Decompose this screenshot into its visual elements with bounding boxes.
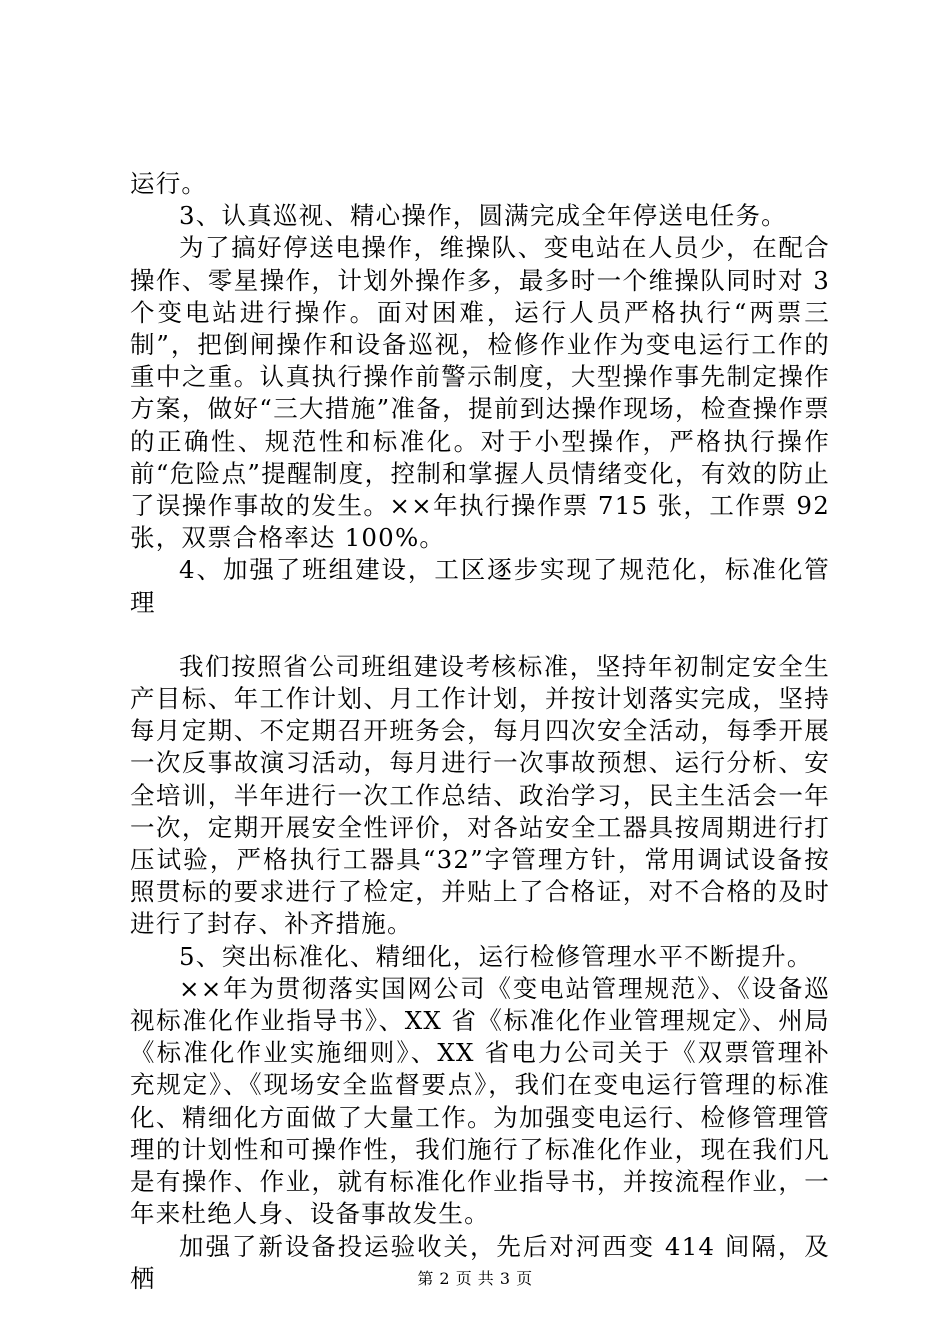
paragraph-standardization: ××年为贯彻落实国网公司《变电站管理规范》、《设备巡视标准化作业指导书》、XX 省《标准化作业管理规定》、州局《标准化作业实施细则》、XX 省电力公司关于《双票管理补充规定》、《现场安全监督要点》，我们在变电运行管理的标准化、精细化方面做了大量工作。为加强变电运行、检修管理管理的计划性和可操作性，我们施行了标准化作业，现在我们凡是有操作、作业，就有标准化作业指导书，并按流程作业，一年来杜绝人身、设备事故发生。 bbox=[130, 973, 830, 1229]
document-body bbox=[130, 168, 830, 1295]
paragraph-operations: 为了搞好停送电操作，维操队、变电站在人员少，在配合操作、零星操作，计划外操作多，最多时一个维操队同时对 3 个变电站进行操作。面对困难，运行人员严格执行“两票三制”，把倒闸操作和设备巡视，检修作业作为变电运行工作的重中之重。认真执行操作前警示制度，大型操作事先制定操作方案，做好“三大措施”准备，提前到达操作现场，检查操作票的正确性、规范性和标准化。对于小型操作，严格执行操作前“危险点”提醒制度，控制和掌握人员情绪变化，有效的防止了误操作事故的发生。××年执行操作票 715 张，工作票 92 张，双票合格率达 100%。 bbox=[130, 233, 830, 553]
section-heading-4: 4、加强了班组建设，工区逐步实现了规范化，标准化管理 bbox=[130, 555, 830, 617]
section-heading-3: 3、认真巡视、精心操作，圆满完成全年停送电任务。 bbox=[179, 201, 787, 231]
paragraph-acceptance: 加强了新设备投运验收关，先后对河西变 414 间隔，及栖 bbox=[130, 1231, 830, 1293]
section-heading-5: 5、突出标准化、精细化，运行检修管理水平不断提升。 bbox=[179, 941, 813, 971]
page-number-footer: 第 2 页 共 3 页 bbox=[417, 1269, 533, 1288]
paragraph-continuation: 运行。 bbox=[130, 169, 208, 198]
paragraph-team-building: 我们按照省公司班组建设考核标准，坚持年初制定安全生产目标、年工作计划、月工作计划，并按计划落实完成，坚持每月定期、不定期召开班务会，每月四次安全活动，每季开展一次反事故演习活动，每月进行一次事故预想、运行分析、安全培训，半年进行一次工作总结、政治学习，民主生活会一年一次，定期开展安全性评价，对各站安全工器具按周期进行打压试验，严格执行工器具“32”字管理方针，常用调试设备按照贯标的要求进行了检定，并贴上了合格证，对不合格的及时进行了封存、补齐措施。 bbox=[130, 651, 830, 939]
